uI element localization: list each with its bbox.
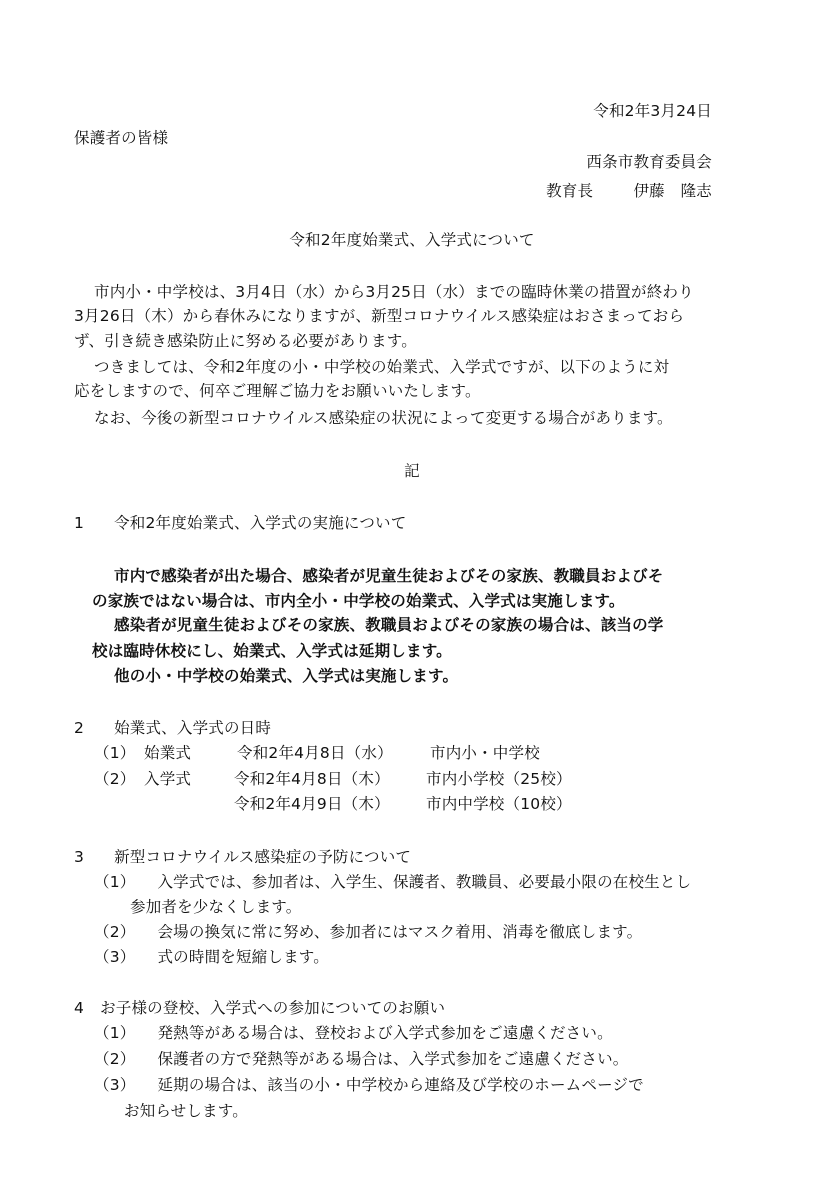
- item-number: （1）: [94, 873, 136, 891]
- section-title: 新型コロナウイルス感染症の予防について: [114, 848, 412, 866]
- item-text: 会場の換気に常に努め、参加者にはマスク着用、消毒を徹底します。: [157, 923, 643, 941]
- list-item: [94, 922, 642, 942]
- item-number: （1）: [94, 744, 136, 762]
- document-date: 令和2年3月24日: [593, 102, 712, 120]
- list-item: [94, 947, 329, 967]
- section-number: 1: [74, 514, 85, 532]
- intro-line: ず、引き続き感染防止に努める必要があります。: [74, 332, 417, 350]
- item-continuation: 参加者を少なくします。: [130, 898, 302, 916]
- notice-bold-line: 市内で感染者が出た場合、感染者が児童生徒およびその家族、教職員およびそ: [114, 567, 664, 585]
- schedule-target: 市内小学校（25校）: [426, 770, 572, 788]
- notice-bold-line: 他の小・中学校の始業式、入学式は実施します。: [114, 667, 459, 685]
- sender-name: 伊藤 隆志: [633, 182, 712, 200]
- section-3-heading: [74, 847, 411, 867]
- item-text: 発熱等がある場合は、登校および入学式参加をご遠慮ください。: [157, 1024, 613, 1042]
- sender-title: 教育長: [546, 182, 594, 200]
- list-item: [94, 1023, 613, 1043]
- section-2-heading: [74, 718, 271, 738]
- addressee: 保護者の皆様: [74, 129, 169, 147]
- schedule-target: 市内中学校（10校）: [426, 795, 572, 813]
- sender-org: 西条市教育委員会: [586, 153, 712, 171]
- sender-signature: [546, 181, 712, 201]
- ki-mark: 記: [404, 462, 420, 480]
- intro-line: 3月26日（木）から春休みになりますが、新型コロナウイルス感染症はおさまっておら: [74, 307, 685, 325]
- list-item: [94, 1075, 644, 1095]
- document-title: 令和2年度始業式、入学式について: [289, 231, 535, 249]
- section-title: 始業式、入学式の日時: [114, 719, 272, 737]
- list-item: [94, 1049, 628, 1069]
- intro-line: 応をしますので、何卒ご理解ご協力をお願いいたします。: [74, 382, 481, 400]
- schedule-date: 令和2年4月8日（木）: [234, 770, 390, 788]
- section-number: 2: [74, 719, 85, 737]
- item-number: （2）: [94, 1050, 136, 1068]
- section-title: お子様の登校、入学式への参加についてのお願い: [100, 999, 446, 1017]
- schedule-row: [94, 769, 135, 789]
- section-title: 令和2年度始業式、入学式の実施について: [114, 514, 407, 532]
- notice-bold-line: 感染者が児童生徒およびその家族、教職員およびその家族の場合は、該当の学: [114, 616, 664, 634]
- notice-bold-line: 校は臨時休校にし、始業式、入学式は延期します。: [92, 642, 452, 660]
- item-continuation: お知らせします。: [124, 1102, 248, 1120]
- section-number: 4: [74, 999, 85, 1017]
- item-number: （3）: [94, 948, 136, 966]
- schedule-label: 入学式: [144, 770, 192, 788]
- item-text: 延期の場合は、該当の小・中学校から連絡及び学校のホームページで: [157, 1076, 644, 1094]
- schedule-target: 市内小・中学校: [430, 744, 540, 762]
- item-number: （3）: [94, 1076, 136, 1094]
- item-number: （1）: [94, 1024, 136, 1042]
- notice-bold-line: の家族ではない場合は、市内全小・中学校の始業式、入学式は実施します。: [92, 592, 625, 610]
- item-text: 入学式では、参加者は、入学生、保護者、教職員、必要最小限の在校生とし: [157, 873, 692, 891]
- section-4-heading: [74, 998, 445, 1018]
- item-number: （2）: [94, 770, 136, 788]
- intro-line: つきましては、令和2年度の小・中学校の始業式、入学式ですが、以下のように対: [94, 358, 670, 376]
- list-item: [94, 872, 691, 892]
- item-text: 保護者の方で発熱等がある場合は、入学式参加をご遠慮ください。: [157, 1050, 629, 1068]
- schedule-label: 始業式: [144, 744, 192, 762]
- item-number: （2）: [94, 923, 136, 941]
- section-1-heading: [74, 513, 406, 533]
- section-number: 3: [74, 848, 85, 866]
- item-text: 式の時間を短縮します。: [157, 948, 329, 966]
- schedule-row: [94, 743, 135, 763]
- schedule-date: 令和2年4月9日（木）: [234, 795, 390, 813]
- intro-line: 市内小・中学校は、3月4日（水）から3月25日（水）までの臨時休業の措置が終わり: [94, 283, 694, 301]
- intro-line: なお、今後の新型コロナウイルス感染症の状況によって変更する場合があります。: [94, 409, 673, 427]
- schedule-date: 令和2年4月8日（水）: [237, 744, 393, 762]
